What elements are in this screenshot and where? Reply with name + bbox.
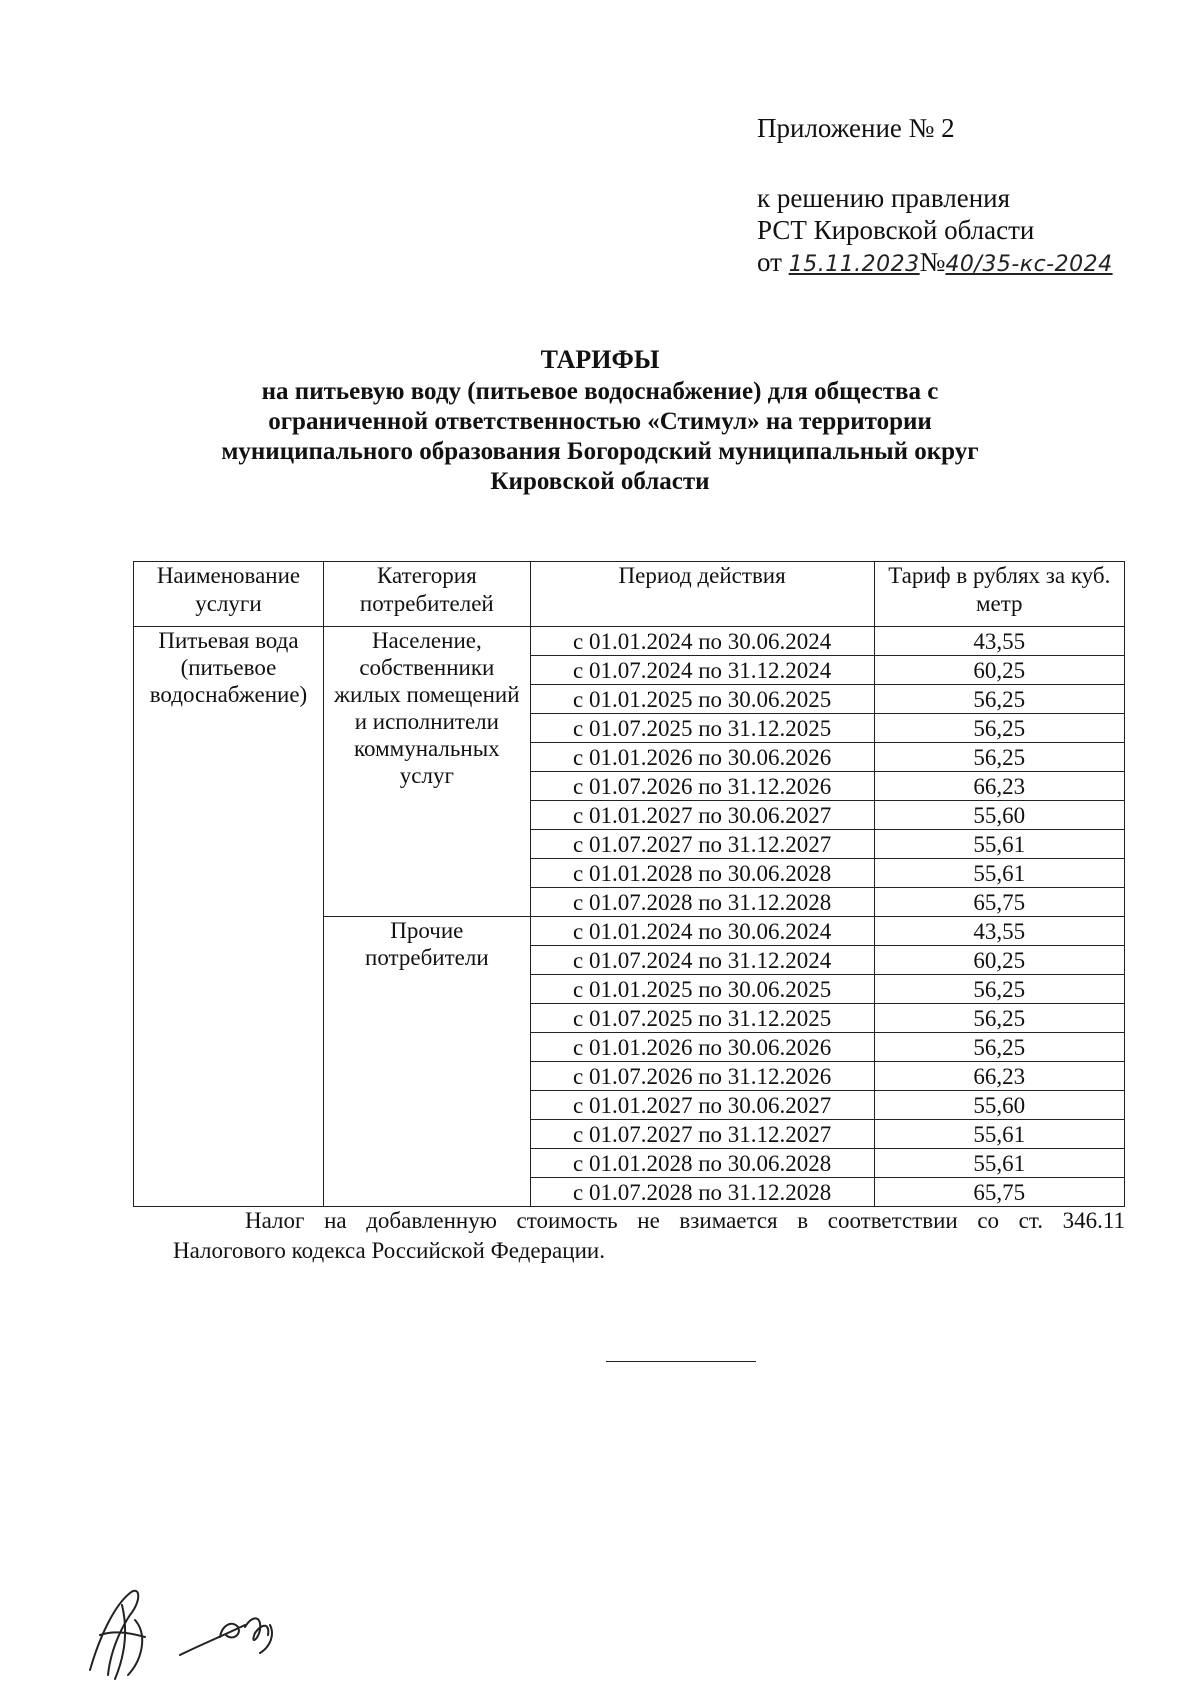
period-cell: с 01.01.2028 по 30.06.2028 [530, 859, 874, 888]
tariff-cell: 56,25 [874, 975, 1124, 1004]
tariff-table [133, 561, 1125, 1207]
tariff-cell: 65,75 [874, 888, 1124, 917]
tariff-cell: 56,25 [874, 714, 1124, 743]
heading-line-2: ограниченной ответственностью «Стимул» на территории [268, 408, 932, 435]
period-cell: с 01.01.2025 по 30.06.2025 [530, 975, 874, 1004]
period-cell: с 01.07.2027 по 31.12.2027 [530, 1120, 874, 1149]
tariff-cell: 56,25 [874, 685, 1124, 714]
period-cell: с 01.01.2027 по 30.06.2027 [530, 801, 874, 830]
tariff-cell: 55,61 [874, 1149, 1124, 1178]
table-header-row [134, 562, 1125, 627]
period-cell: с 01.07.2026 по 31.12.2026 [530, 1062, 874, 1091]
header-category: Категория потребителей [323, 562, 530, 627]
service-name-cell: Питьевая вода (питьевое водоснабжение) [134, 627, 324, 1207]
decision-line-1: к решению правления [757, 183, 1011, 213]
period-cell: с 01.01.2024 по 30.06.2024 [530, 917, 874, 946]
period-cell: с 01.01.2027 по 30.06.2027 [530, 1091, 874, 1120]
appendix-title: Приложение № 2 [757, 113, 955, 143]
table-row [134, 627, 1125, 656]
decision-reference [757, 182, 1113, 281]
number-prefix: № [919, 247, 946, 277]
heading-title: ТАРИФЫ [540, 345, 660, 374]
tariff-cell: 56,25 [874, 1004, 1124, 1033]
tariff-cell: 43,55 [874, 627, 1124, 656]
decision-date-line [757, 246, 1113, 281]
period-cell: с 01.01.2028 по 30.06.2028 [530, 1149, 874, 1178]
decision-line-2: РСТ Кировской области [757, 215, 1035, 245]
tariff-cell: 43,55 [874, 917, 1124, 946]
category-cell: Прочие потребители [323, 917, 530, 1207]
header-service: Наименование услуги [134, 562, 324, 627]
date-prefix: от [757, 247, 782, 277]
handwritten-signatures [70, 1575, 330, 1685]
document-heading [150, 345, 1050, 497]
header-tariff: Тариф в рублях за куб. метр [874, 562, 1124, 627]
period-cell: с 01.07.2027 по 31.12.2027 [530, 830, 874, 859]
tariff-cell: 55,60 [874, 1091, 1124, 1120]
period-cell: с 01.07.2028 по 31.12.2028 [530, 888, 874, 917]
tariff-cell: 56,25 [874, 1033, 1124, 1062]
vat-note-line-1: Налог на добавленную стоимость не взимается в соответствии со ст. 346.11 [245, 1208, 1125, 1233]
tariff-cell: 55,61 [874, 1120, 1124, 1149]
period-cell: с 01.07.2024 по 31.12.2024 [530, 656, 874, 685]
header-period: Период действия [530, 562, 874, 627]
tariff-cell: 65,75 [874, 1178, 1124, 1207]
vat-note [173, 1206, 1125, 1266]
tariff-table-body [134, 627, 1125, 1207]
tariff-cell: 60,25 [874, 656, 1124, 685]
decision-number: 40/35-кс-2024 [945, 252, 1113, 277]
period-cell: с 01.01.2026 по 30.06.2026 [530, 743, 874, 772]
decision-date: 15.11.2023 [788, 252, 920, 277]
tariff-cell: 55,60 [874, 801, 1124, 830]
signature-marks [90, 1591, 272, 1679]
period-cell: с 01.07.2026 по 31.12.2026 [530, 772, 874, 801]
period-cell: с 01.01.2026 по 30.06.2026 [530, 1033, 874, 1062]
period-cell: с 01.07.2025 по 31.12.2025 [530, 1004, 874, 1033]
period-cell: с 01.07.2025 по 31.12.2025 [530, 714, 874, 743]
period-cell: с 01.07.2024 по 31.12.2024 [530, 946, 874, 975]
tariff-cell: 66,23 [874, 772, 1124, 801]
period-cell: с 01.01.2024 по 30.06.2024 [530, 627, 874, 656]
heading-line-3: муниципального образования Богородский муниципальный округ [221, 438, 979, 465]
period-cell: с 01.01.2025 по 30.06.2025 [530, 685, 874, 714]
heading-line-4: Кировской области [490, 468, 710, 495]
tariff-cell: 60,25 [874, 946, 1124, 975]
tariff-cell: 56,25 [874, 743, 1124, 772]
tariff-cell: 55,61 [874, 830, 1124, 859]
period-cell: с 01.07.2028 по 31.12.2028 [530, 1178, 874, 1207]
vat-note-line-2: Налогового кодекса Российской Федерации. [173, 1238, 605, 1263]
tariff-cell: 55,61 [874, 859, 1124, 888]
heading-line-1: на питьевую воду (питьевое водоснабжение) для общества с [261, 378, 939, 405]
category-cell: Население, собственники жилых помещений и исполнители коммунальных услуг [323, 627, 530, 917]
tariff-cell: 66,23 [874, 1062, 1124, 1091]
end-rule [606, 1361, 756, 1362]
